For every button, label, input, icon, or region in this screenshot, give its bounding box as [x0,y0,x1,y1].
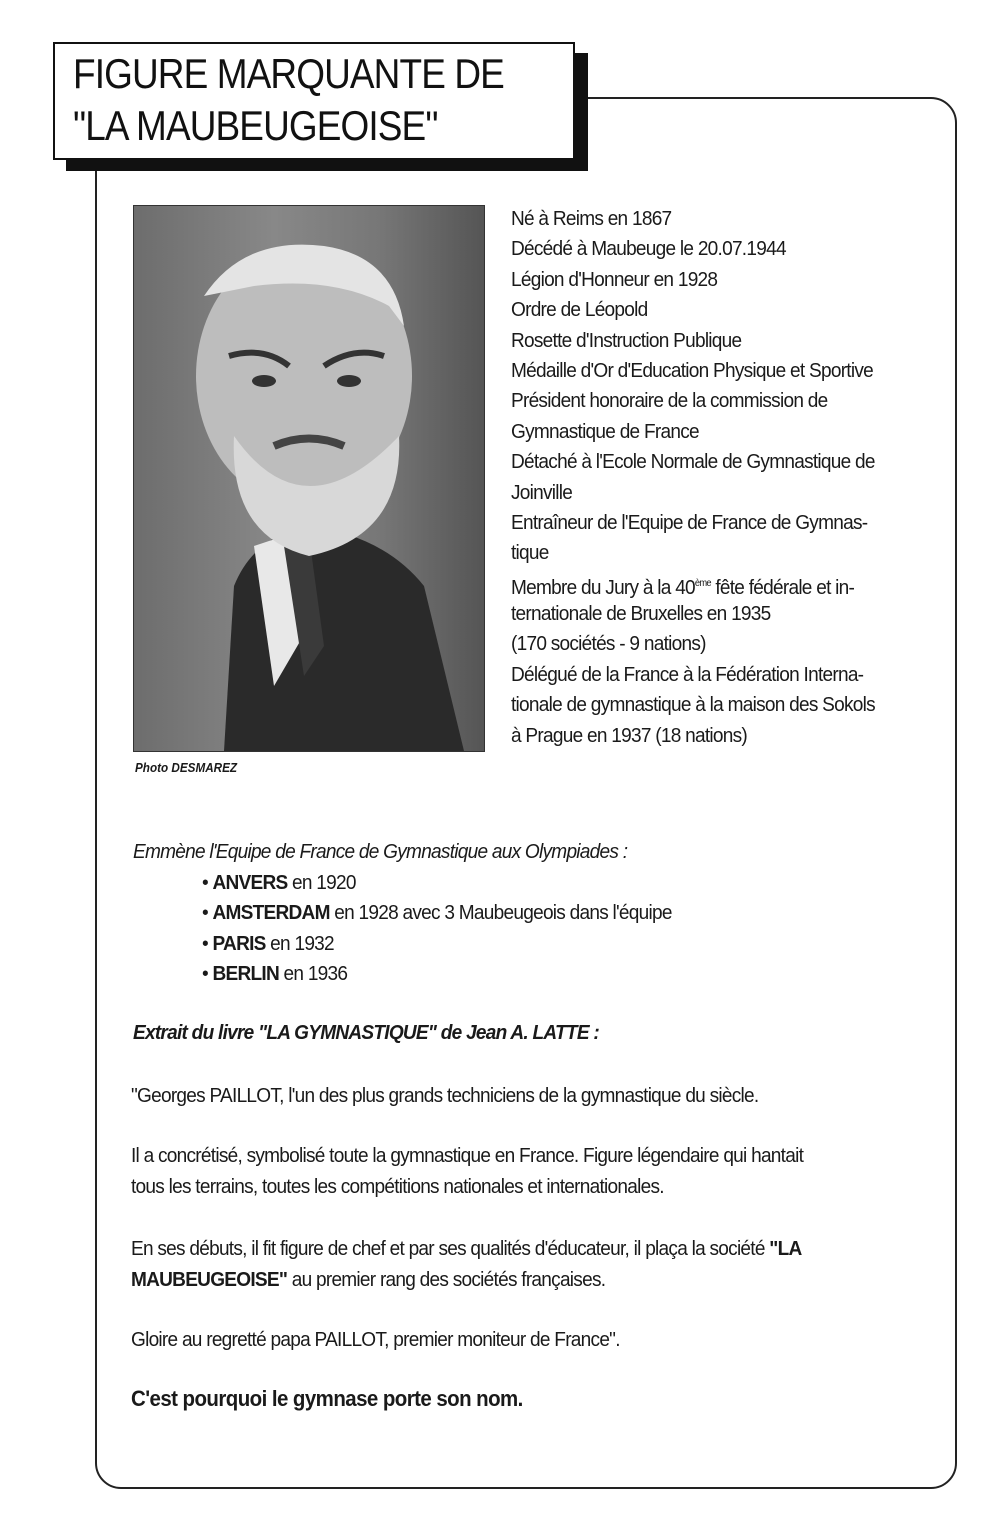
bio-line: Né à Reims en 1867 [511,207,672,230]
bio-line: Joinville [511,480,573,504]
quote-paragraph-3 [131,1233,802,1295]
quote-line: MAUBEUGEOISE" au premier rang des sociétés françaises. [131,1268,606,1291]
bio-line: tique [511,541,549,565]
bio-line: tionale de gymnastique à la maison des Sokols [511,693,875,717]
quote-line: Il a concrétisé, symbolisé toute la gymnastique en France. Figure légendaire qui hantait [131,1144,804,1167]
quote-line: tous les terrains, toutes les compétitions nationales et internationales. [131,1175,664,1198]
title-line-2: "LA MAUBEUGEOISE" [73,102,438,149]
jury-sup: ème [694,577,711,589]
bio-line: à Prague en 1937 (18 nations) [511,723,748,747]
quote-line: En ses débuts, il fit figure de chef et par ses qualités d'éducateur, il plaça la société "LA [131,1237,802,1260]
bio-line-jury [511,569,875,599]
bio-line: (170 sociétés - 9 nations) [511,632,706,656]
bio-line: Président honoraire de la commission de [511,389,828,413]
jury-post: fête fédérale et in- [710,575,855,599]
quote-paragraph-4: Gloire au regretté papa PAILLOT, premier moniteur de France". [131,1328,620,1351]
olympiade-item: • BERLIN en 1936 [202,961,348,985]
bio-line: Entraîneur de l'Equipe de France de Gymnas- [511,510,868,534]
bio-line: ternationale de Bruxelles en 1935 [511,602,771,626]
bio-line: Gymnastique de France [511,419,699,443]
bio-line: Délégué de la France à la Fédération Interna- [511,662,864,686]
olympiade-item: • ANVERS en 1920 [202,871,356,894]
jury-pre: Membre du Jury à la 40 [511,575,695,599]
quote-paragraph-2 [131,1140,803,1202]
olympiade-item: • PARIS en 1932 [202,931,334,955]
bio-line: Légion d'Honneur en 1928 [511,267,718,291]
bio-line: Ordre de Léopold [511,298,648,322]
title-line-1: FIGURE MARQUANTE DE [73,50,504,97]
bio-line: Décédé à Maubeuge le 20.07.1944 [511,237,786,261]
bio-line: Médaille d'Or d'Education Physique et Sportive [511,358,874,382]
olympiade-item: • AMSTERDAM en 1928 avec 3 Maubeugeois dans l'équipe [202,901,672,925]
bio-line: Détaché à l'Ecole Normale de Gymnastique de [511,450,875,474]
photo-credit: Photo DESMAREZ [135,760,238,775]
title-box [53,42,575,160]
portrait-illustration [134,206,484,751]
bio-line: Rosette d'Instruction Publique [511,328,742,352]
olympiades-list [202,868,672,989]
portrait-photo [133,205,485,752]
quote-paragraph-1: "Georges PAILLOT, l'un des plus grands techniciens de la gymnastique du siècle. [131,1084,759,1107]
olympiades-intro: Emmène l'Equipe de France de Gymnastique aux Olympiades : [133,840,628,863]
extrait-heading: Extrait du livre "LA GYMNASTIQUE" de Jean A. LATTE : [133,1021,599,1044]
conclusion: C'est pourquoi le gymnase porte son nom. [131,1386,523,1411]
biography-list [511,204,875,751]
